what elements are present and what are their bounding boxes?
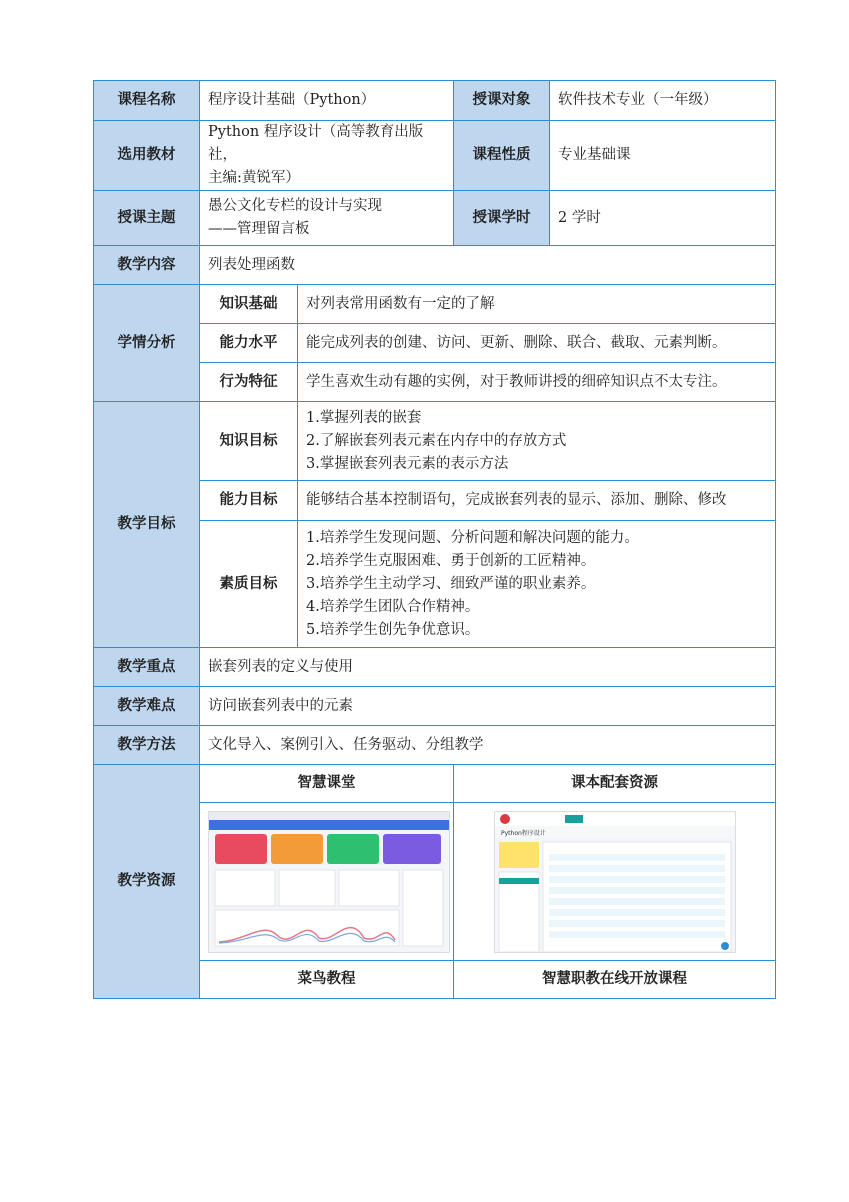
value-ability-goal: 能够结合基本控制语句，完成嵌套列表的显示、添加、删除、修改 bbox=[298, 481, 776, 521]
row-difficulty bbox=[94, 687, 776, 726]
label-course-name: 课程名称 bbox=[94, 81, 200, 121]
label-content: 教学内容 bbox=[94, 246, 200, 285]
row-textbook bbox=[94, 121, 776, 191]
row-goal-knowledge bbox=[94, 402, 776, 481]
quality-goal-line: 5.培养学生创先争优意识。 bbox=[306, 621, 480, 638]
value-method: 文化导入、案例引入、任务驱动、分组教学 bbox=[200, 726, 776, 765]
row-analysis-knowledge bbox=[94, 285, 776, 324]
label-resources: 教学资源 bbox=[94, 765, 200, 999]
textbook-line-2: 主编:黄锐军） bbox=[208, 170, 300, 186]
resource-title-textbook: 课本配套资源 bbox=[454, 765, 776, 803]
resource-image-cell-1 bbox=[200, 803, 454, 961]
online-course-screenshot bbox=[494, 811, 736, 953]
label-ability-level: 能力水平 bbox=[200, 324, 298, 363]
svg-text:Python程序设计: Python程序设计 bbox=[500, 829, 546, 837]
lesson-plan-table bbox=[93, 80, 776, 999]
label-ability-goal: 能力目标 bbox=[200, 481, 298, 521]
course-page-thumbnail-icon bbox=[495, 812, 735, 952]
value-quality-goal bbox=[298, 521, 776, 648]
value-course-name: 程序设计基础（Python） bbox=[200, 81, 454, 121]
resource-image-cell-2 bbox=[454, 803, 776, 961]
quality-goal-line: 4.培养学生团队合作精神。 bbox=[306, 598, 480, 615]
topic-line-2: ——管理留言板 bbox=[208, 221, 310, 237]
row-key-point bbox=[94, 648, 776, 687]
knowledge-goal-line: 2.了解嵌套列表元素在内存中的存放方式 bbox=[306, 432, 567, 449]
value-behavior: 学生喜欢生动有趣的实例，对于教师讲授的细碎知识点不太专注。 bbox=[298, 363, 776, 402]
topic-line-1: 愚公文化专栏的设计与实现 bbox=[208, 198, 382, 214]
label-topic: 授课主题 bbox=[94, 191, 200, 246]
value-knowledge-base: 对列表常用函数有一定的了解 bbox=[298, 285, 776, 324]
value-audience: 软件技术专业（一年级） bbox=[550, 81, 776, 121]
dashboard-thumbnail-icon bbox=[209, 812, 449, 952]
knowledge-goal-line: 1.掌握列表的嵌套 bbox=[306, 409, 422, 426]
value-topic bbox=[200, 191, 454, 246]
value-ability-level: 能完成列表的创建、访问、更新、删除、联合、截取、元素判断。 bbox=[298, 324, 776, 363]
label-difficulty: 教学难点 bbox=[94, 687, 200, 726]
smart-classroom-screenshot bbox=[208, 811, 450, 953]
lesson-plan bbox=[93, 80, 775, 999]
resource-title-smart-classroom: 智慧课堂 bbox=[200, 765, 454, 803]
value-difficulty: 访问嵌套列表中的元素 bbox=[200, 687, 776, 726]
label-analysis: 学情分析 bbox=[94, 285, 200, 402]
label-behavior: 行为特征 bbox=[200, 363, 298, 402]
label-key-point: 教学重点 bbox=[94, 648, 200, 687]
quality-goal-line: 2.培养学生克服困难、勇于创新的工匠精神。 bbox=[306, 552, 596, 569]
label-quality-goal: 素质目标 bbox=[200, 521, 298, 648]
quality-goal-line: 1.培养学生发现问题、分析问题和解决问题的能力。 bbox=[306, 529, 639, 546]
label-course-type: 课程性质 bbox=[454, 121, 550, 191]
quality-goal-line: 3.培养学生主动学习、细致严谨的职业素养。 bbox=[306, 575, 596, 592]
row-topic bbox=[94, 191, 776, 246]
row-content bbox=[94, 246, 776, 285]
value-knowledge-goal bbox=[298, 402, 776, 481]
knowledge-goal-line: 3.掌握嵌套列表元素的表示方法 bbox=[306, 455, 509, 472]
row-resources-titles bbox=[94, 765, 776, 803]
value-hours: 2 学时 bbox=[550, 191, 776, 246]
value-key-point: 嵌套列表的定义与使用 bbox=[200, 648, 776, 687]
resource-caption-runoob: 菜鸟教程 bbox=[200, 961, 454, 999]
row-method bbox=[94, 726, 776, 765]
label-method: 教学方法 bbox=[94, 726, 200, 765]
value-course-type: 专业基础课 bbox=[550, 121, 776, 191]
row-course-name bbox=[94, 81, 776, 121]
textbook-line-1: Python 程序设计（高等教育出版社， bbox=[208, 124, 424, 163]
label-goals: 教学目标 bbox=[94, 402, 200, 648]
label-hours: 授课学时 bbox=[454, 191, 550, 246]
resource-caption-icve: 智慧职教在线开放课程 bbox=[454, 961, 776, 999]
label-knowledge-goal: 知识目标 bbox=[200, 402, 298, 481]
label-audience: 授课对象 bbox=[454, 81, 550, 121]
value-content: 列表处理函数 bbox=[200, 246, 776, 285]
value-textbook bbox=[200, 121, 454, 191]
label-knowledge-base: 知识基础 bbox=[200, 285, 298, 324]
label-textbook: 选用教材 bbox=[94, 121, 200, 191]
